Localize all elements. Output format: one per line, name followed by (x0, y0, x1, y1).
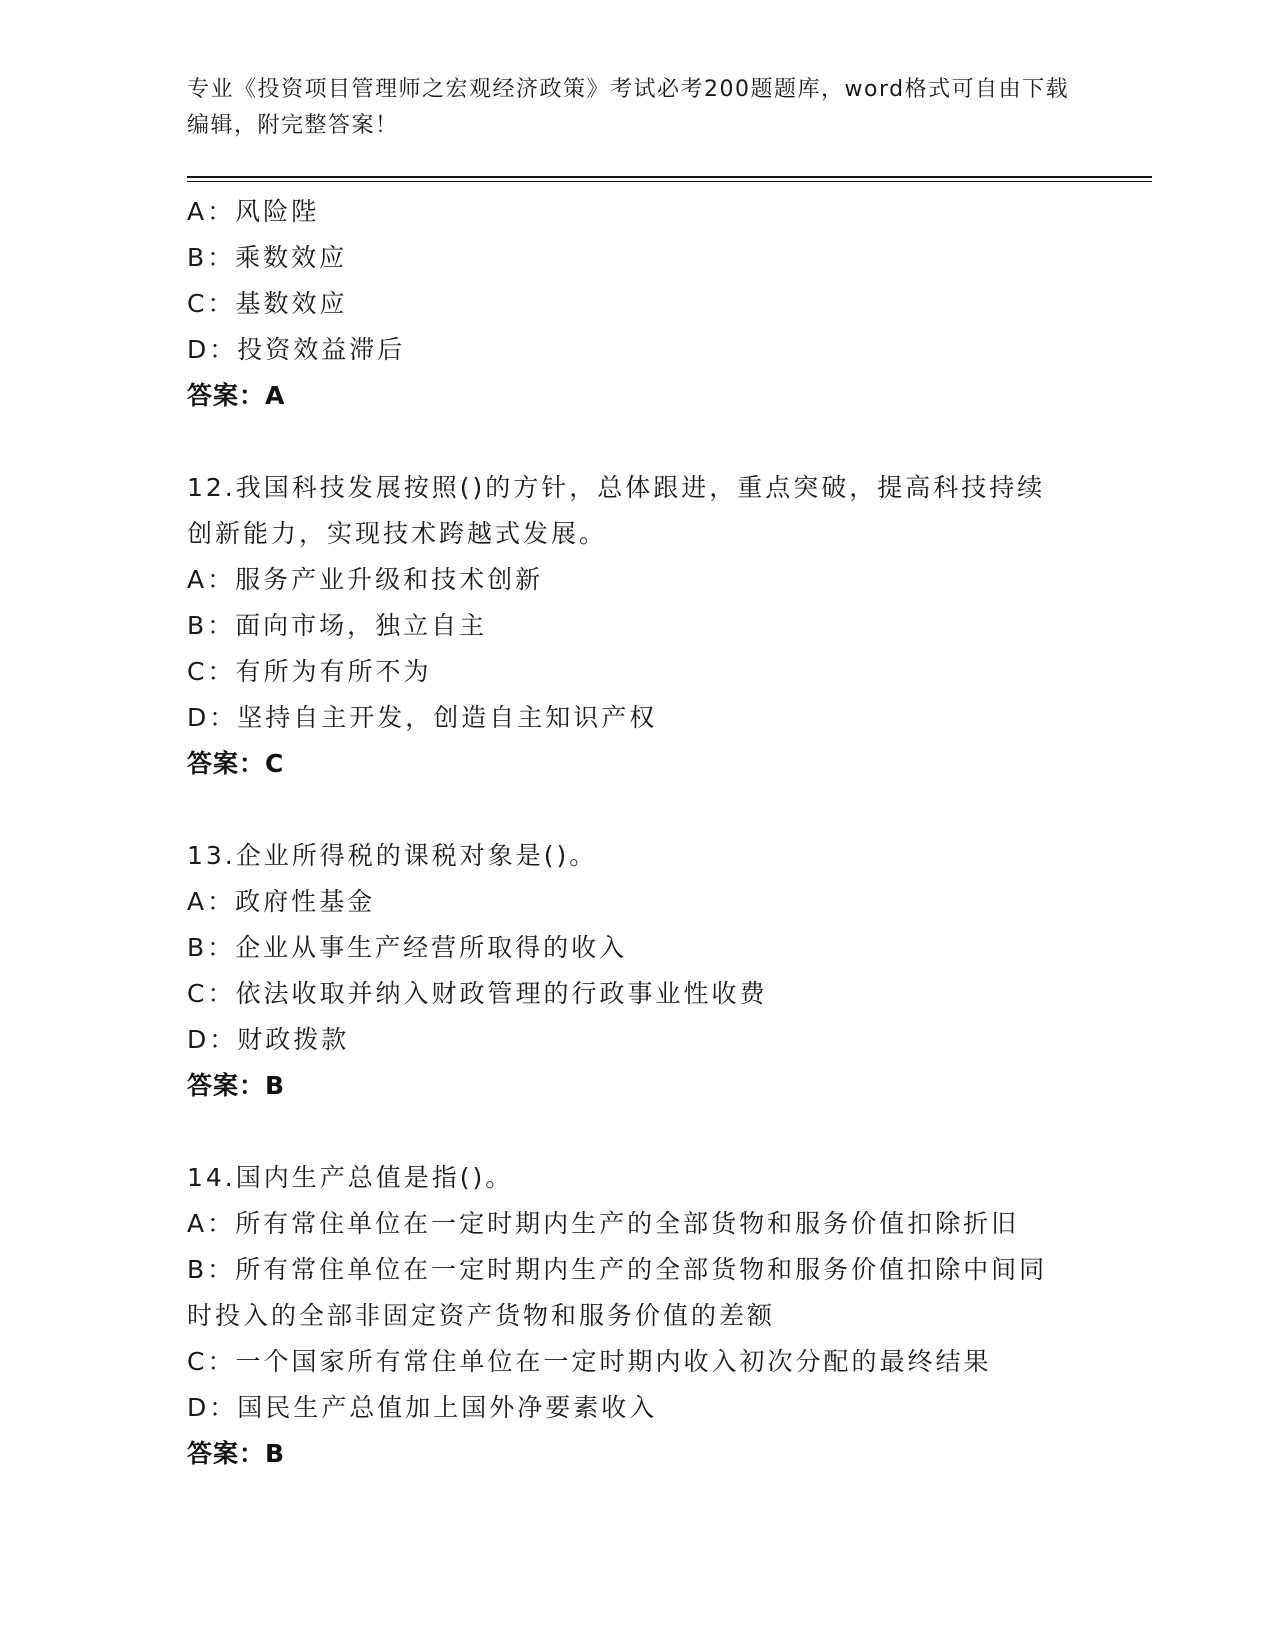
header-divider (187, 176, 1152, 178)
option-d: D：财政拨款 (187, 1025, 350, 1054)
answer-line: 答案：B (187, 1071, 286, 1100)
option-c: C：基数效应 (187, 289, 348, 318)
question-stem: 13.企业所得税的课税对象是()。 (187, 841, 598, 870)
page-header-title: 专业《投资项目管理师之宏观经济政策》考试必考200题题库，word格式可自由下载编辑，附完整答案！ (187, 77, 1070, 138)
option-b: B：企业从事生产经营所取得的收入 (187, 933, 628, 962)
question-block (187, 833, 1087, 1109)
answer-line: 答案：A (187, 381, 286, 410)
option-a: A：风险陛 (187, 197, 320, 226)
question-block (187, 189, 1087, 419)
question-list (187, 189, 1087, 1477)
option-a: A：政府性基金 (187, 887, 376, 916)
option-d: D：投资效益滞后 (187, 335, 406, 364)
option-a: A：服务产业升级和技术创新 (187, 565, 544, 594)
option-c: C：一个国家所有常住单位在一定时期内收入初次分配的最终结果 (187, 1347, 992, 1376)
answer-line: 答案：C (187, 749, 285, 778)
option-d: D：国民生产总值加上国外净要素收入 (187, 1393, 658, 1422)
question-block (187, 1155, 1087, 1477)
answer-line: 答案：B (187, 1439, 286, 1468)
question-block (187, 465, 1087, 787)
option-b: B：面向市场，独立自主 (187, 611, 488, 640)
option-b: B：乘数效应 (187, 243, 348, 272)
header-divider-thin (187, 181, 1152, 182)
option-b: B：所有常住单位在一定时期内生产的全部货物和服务价值扣除中间同时投入的全部非固定资产货物和服务价值的差额 (187, 1255, 1048, 1330)
option-a: A：所有常住单位在一定时期内生产的全部货物和服务价值扣除折旧 (187, 1209, 1020, 1238)
question-stem: 14.国内生产总值是指()。 (187, 1163, 514, 1192)
question-stem: 12.我国科技发展按照()的方针，总体跟进，重点突破，提高科技持续创新能力，实现技术跨越式发展。 (187, 473, 1046, 548)
option-d: D：坚持自主开发，创造自主知识产权 (187, 703, 658, 732)
option-c: C：有所为有所不为 (187, 657, 432, 686)
option-c: C：依法收取并纳入财政管理的行政事业性收费 (187, 979, 768, 1008)
